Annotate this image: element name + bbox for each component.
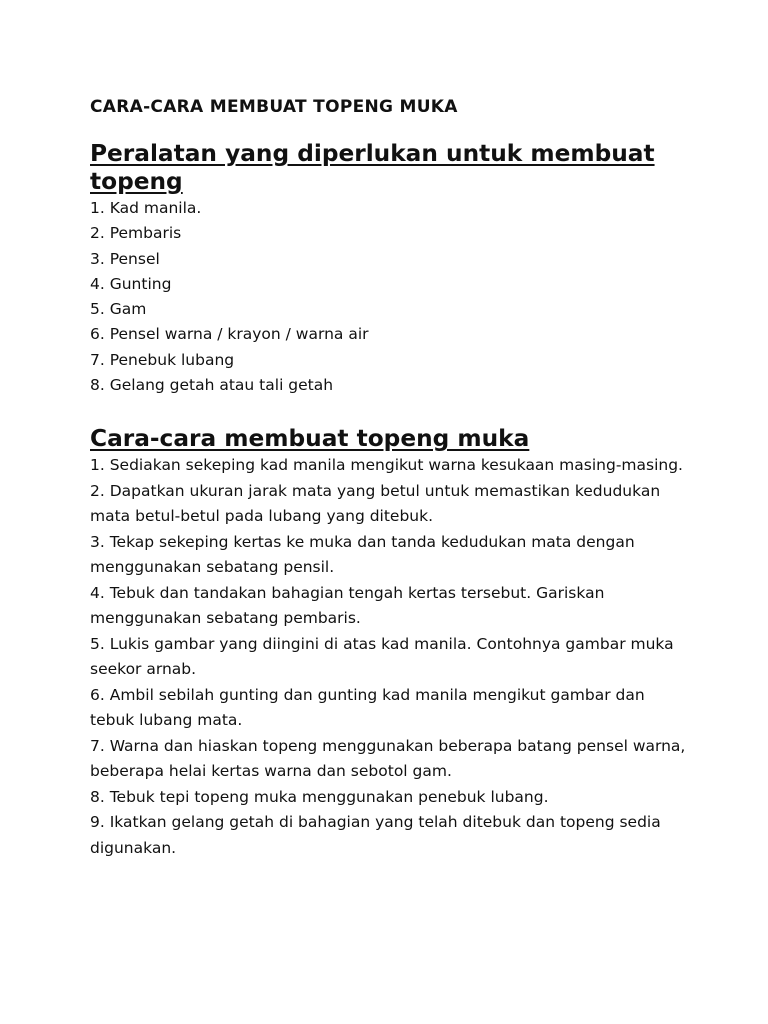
step-item: 8. Tebuk tepi topeng muka menggunakan penebuk lubang.: [90, 787, 549, 806]
tool-item: 2. Pembaris: [90, 224, 182, 243]
step-item: 2. Dapatkan ukuran jarak mata yang betul untuk memastikan kedudukan mata betul-betul pada lubang yang ditebuk.: [90, 481, 661, 526]
steps-list: [90, 453, 688, 861]
tool-item: 4. Gunting: [90, 274, 172, 293]
tools-heading: Peralatan yang diperlukan untuk membuat topeng: [90, 140, 655, 195]
step-item: 4. Tebuk dan tandakan bahagian tengah kertas tersebut. Gariskan menggunakan sebatang pembaris.: [90, 583, 605, 628]
tool-item: 8. Gelang getah atau tali getah: [90, 376, 334, 395]
step-item: 9. Ikatkan gelang getah di bahagian yang telah ditebuk dan topeng sedia digunakan.: [90, 813, 661, 857]
step-item: 6. Ambil sebilah gunting dan gunting kad manila mengikut gambar dan tebuk lubang mata.: [90, 685, 645, 730]
step-item: 3. Tekap sekeping kertas ke muka dan tanda kedudukan mata dengan menggunakan sebatang pensil.: [90, 532, 635, 577]
tool-item: 7. Penebuk lubang: [90, 350, 235, 369]
step-item: 7. Warna dan hiaskan topeng menggunakan beberapa batang pensel warna, beberapa helai kertas warna dan sebotol gam.: [90, 736, 686, 781]
tools-list: [90, 196, 688, 398]
step-item: 5. Lukis gambar yang diingini di atas kad manila. Contohnya gambar muka seekor arnab.: [90, 634, 674, 679]
steps-heading: Cara-cara membuat topeng muka: [90, 425, 530, 453]
document-title: CARA-CARA MEMBUAT TOPENG MUKA: [90, 97, 458, 117]
step-item: 1. Sediakan sekeping kad manila mengikut warna kesukaan masing-masing.: [90, 456, 683, 475]
tool-item: 5. Gam: [90, 300, 147, 319]
tool-item: 6. Pensel warna / krayon / warna air: [90, 325, 369, 344]
tool-item: 1. Kad manila.: [90, 199, 202, 217]
tool-item: 3. Pensel: [90, 249, 160, 268]
